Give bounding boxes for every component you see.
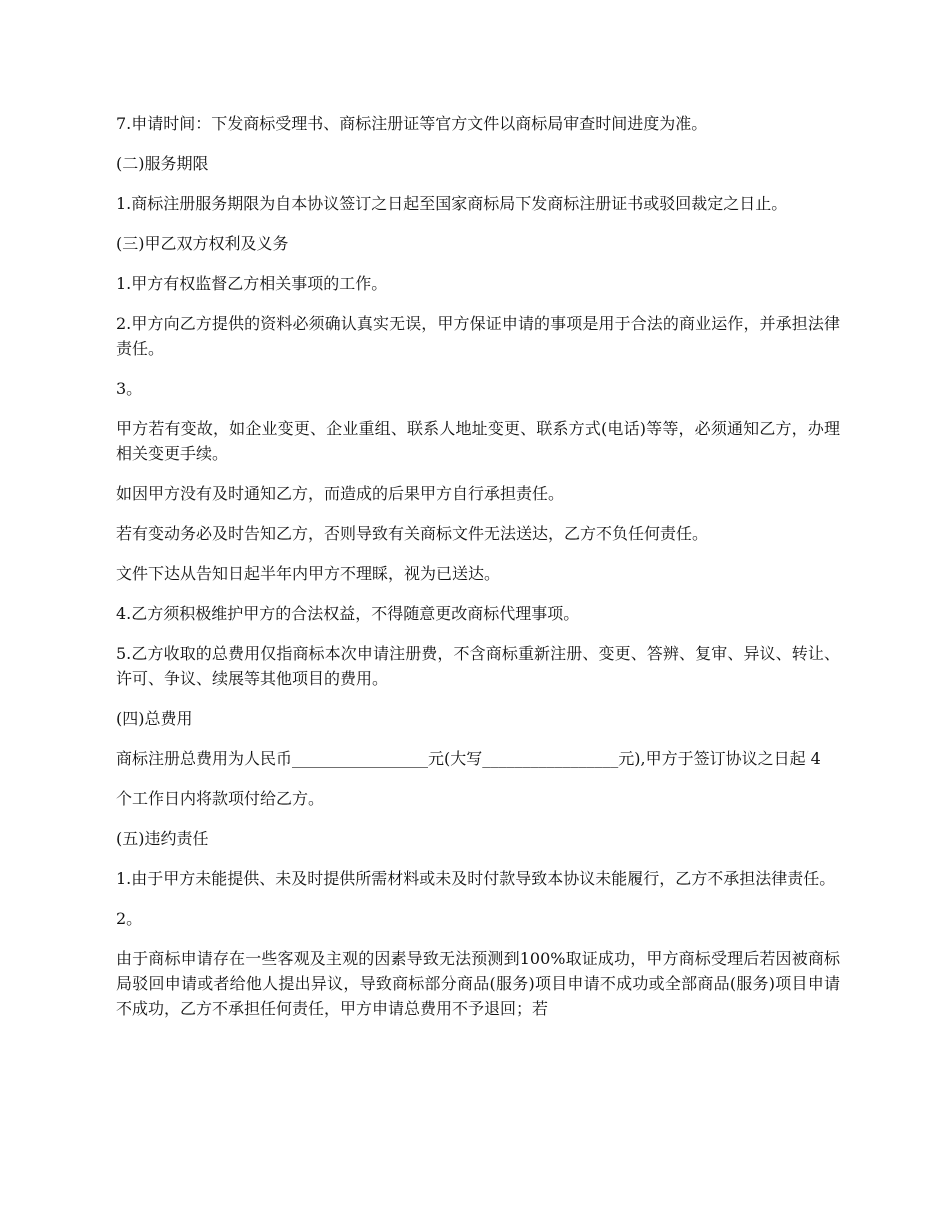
paragraph-right-4: 4.乙方须积极维护甲方的合法权益，不得随意更改商标代理事项。	[116, 604, 580, 623]
paragraph-application-time: 7.申请时间：下发商标受理书、商标注册证等官方文件以商标局审查时间进度为准。	[116, 114, 708, 133]
heading-service-period: (二)服务期限	[116, 154, 209, 173]
heading-total-fee: (四)总费用	[116, 709, 193, 728]
paragraph-item-3: 3。	[116, 379, 143, 398]
paragraph-right-5: 5.乙方收取的总费用仅指商标本次申请注册费，不含商标重新注册、变更、答辨、复审、异议、转让、许可、争议、续展等其他项目的费用。	[116, 644, 840, 688]
paragraph-breach-2: 由于商标申请存在一些客观及主观的因素导致无法预测到100%取证成功，甲方商标受理后若因被商标局驳回申请或者给他人提出异议，导致商标部分商品(服务)项目申请不成功或全部商品(服务)项目申请不成功，乙方不承担任何责任，甲方申请总费用不予退回；若	[116, 949, 840, 1018]
paragraph-payment-days: 个工作日内将款项付给乙方。	[116, 789, 325, 808]
paragraph-right-2: 2.甲方向乙方提供的资料必须确认真实无误，甲方保证申请的事项是用于合法的商业运作，并承担法律责任。	[116, 314, 840, 358]
heading-breach: (五)违约责任	[116, 829, 209, 848]
document-body	[116, 111, 840, 1036]
paragraph-change-liability: 如因甲方没有及时通知乙方，而造成的后果甲方自行承担责任。	[116, 484, 565, 503]
paragraph-total-fee: 商标注册总费用为人民币_________________元(大写_________________元),甲方于签订协议之日起 4	[116, 749, 821, 768]
paragraph-document-delivery: 文件下达从告知日起半年内甲方不理睬，视为已送达。	[116, 564, 501, 583]
paragraph-right-1: 1.甲方有权监督乙方相关事项的工作。	[116, 274, 388, 293]
paragraph-service-period: 1.商标注册服务期限为自本协议签订之日起至国家商标局下发商标注册证书或驳回裁定之日止。	[116, 194, 788, 213]
paragraph-change-inform: 若有变动务必及时告知乙方，否则导致有关商标文件无法送达，乙方不负任何责任。	[116, 524, 709, 543]
heading-rights-obligations: (三)甲乙双方权利及义务	[116, 234, 289, 253]
paragraph-item-2: 2。	[116, 909, 143, 928]
paragraph-breach-1: 1.由于甲方未能提供、未及时提供所需材料或未及时付款导致本协议未能履行，乙方不承担法律责任。	[116, 869, 836, 888]
paragraph-change-notice: 甲方若有变故，如企业变更、企业重组、联系人地址变更、联系方式(电话)等等，必须通知乙方，办理相关变更手续。	[116, 419, 840, 463]
